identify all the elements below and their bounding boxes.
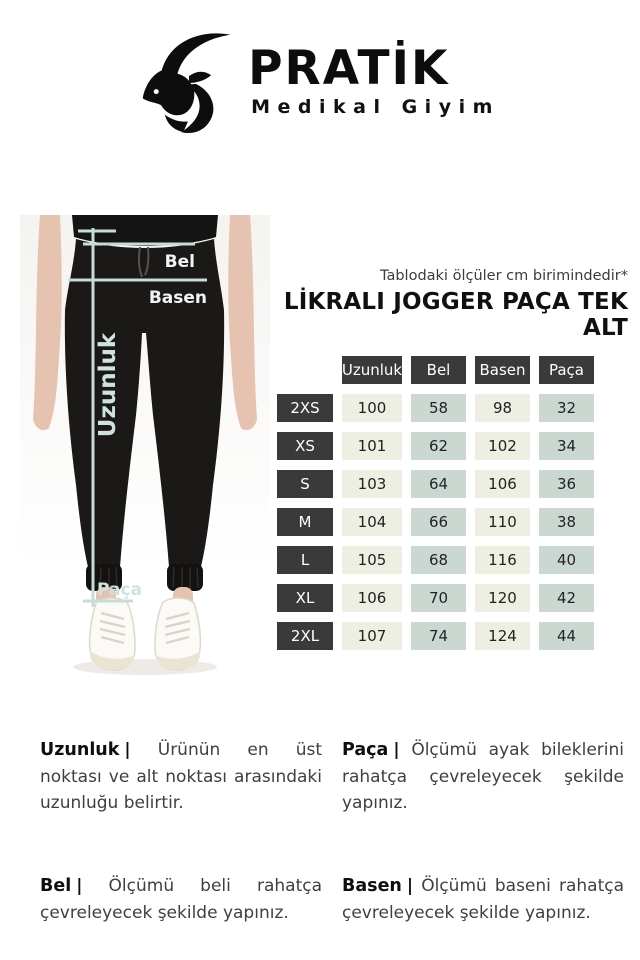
table-cell: 106 bbox=[475, 470, 530, 498]
table-cell: 74 bbox=[411, 622, 466, 650]
table-cell: 124 bbox=[475, 622, 530, 650]
table-cell: 42 bbox=[539, 584, 594, 612]
definition-text: Ölçümü baseni rahatça çevreleyecek şekilde yapınız. bbox=[342, 875, 625, 923]
definition-separator: | bbox=[76, 875, 83, 896]
definition-term: Bel bbox=[40, 875, 72, 896]
goat-icon bbox=[140, 28, 238, 134]
column-header-bel: Bel bbox=[411, 356, 466, 384]
left-sneaker bbox=[90, 598, 135, 670]
size-label-2xs: 2XS bbox=[277, 394, 333, 422]
definition-text: Ürünün en üst noktası ve alt noktası arasındaki uzunluğu belirtir. bbox=[40, 740, 323, 814]
definition-text: Ölçümü beli rahatça çevreleyecek şekilde yapınız. bbox=[40, 875, 322, 923]
definition-separator: | bbox=[124, 740, 131, 760]
table-cell: 34 bbox=[539, 432, 594, 460]
table-cell: 36 bbox=[539, 470, 594, 498]
table-cell: 103 bbox=[342, 470, 402, 498]
paca-label: Paça bbox=[97, 580, 143, 600]
size-label-m: M bbox=[277, 508, 333, 536]
definitions-section bbox=[40, 737, 626, 926]
product-title: LİKRALI JOGGER PAÇA TEK ALT bbox=[283, 289, 628, 341]
brand-subtitle: Medikal Giyim bbox=[251, 95, 500, 118]
table-cell: 98 bbox=[475, 394, 530, 422]
definition-paca bbox=[342, 737, 624, 817]
table-cell: 105 bbox=[342, 546, 402, 574]
column-header-uzunluk: Uzunluk bbox=[342, 356, 402, 384]
definition-term: Basen bbox=[342, 875, 402, 896]
size-label-xl: XL bbox=[277, 584, 333, 612]
definition-uzunluk bbox=[40, 737, 322, 817]
right-sneaker bbox=[155, 598, 200, 670]
brand-logo bbox=[0, 28, 640, 134]
definition-separator: | bbox=[406, 875, 414, 896]
table-corner bbox=[277, 356, 333, 384]
table-cell: 110 bbox=[475, 508, 530, 536]
definition-bel bbox=[40, 873, 322, 926]
table-cell: 102 bbox=[475, 432, 530, 460]
table-cell: 70 bbox=[411, 584, 466, 612]
table-cell: 58 bbox=[411, 394, 466, 422]
table-cell: 32 bbox=[539, 394, 594, 422]
basen-label: Basen bbox=[148, 288, 207, 308]
table-cell: 66 bbox=[411, 508, 466, 536]
table-cell: 40 bbox=[539, 546, 594, 574]
bel-label: Bel bbox=[164, 252, 195, 272]
definition-term: Uzunluk bbox=[40, 740, 120, 760]
table-cell: 68 bbox=[411, 546, 466, 574]
column-header-paca: Paça bbox=[539, 356, 594, 384]
definition-text: Ölçümü ayak bileklerini rahatça çevreleyecek şekilde yapınız. bbox=[342, 740, 624, 814]
table-cell: 101 bbox=[342, 432, 402, 460]
table-cell: 106 bbox=[342, 584, 402, 612]
table-cell: 120 bbox=[475, 584, 530, 612]
column-header-basen: Basen bbox=[475, 356, 530, 384]
size-label-xs: XS bbox=[277, 432, 333, 460]
brand-text bbox=[248, 41, 500, 118]
brand-name: PRATİK bbox=[248, 41, 450, 97]
size-table bbox=[277, 356, 628, 650]
table-cell: 44 bbox=[539, 622, 594, 650]
size-label-2xl: 2XL bbox=[277, 622, 333, 650]
uzunluk-label: Uzunluk bbox=[95, 332, 121, 438]
model-illustration bbox=[20, 215, 270, 685]
table-cell: 62 bbox=[411, 432, 466, 460]
unit-note: Tablodaki ölçüler cm birimindedir* bbox=[380, 268, 628, 284]
size-label-l: L bbox=[277, 546, 333, 574]
size-chart-section bbox=[277, 268, 628, 650]
table-cell: 104 bbox=[342, 508, 402, 536]
definition-term: Paça bbox=[342, 740, 389, 760]
table-cell: 38 bbox=[539, 508, 594, 536]
table-cell: 100 bbox=[342, 394, 402, 422]
size-label-s: S bbox=[277, 470, 333, 498]
definition-separator: | bbox=[393, 740, 400, 760]
table-cell: 107 bbox=[342, 622, 402, 650]
table-cell: 116 bbox=[475, 546, 530, 574]
table-cell: 64 bbox=[411, 470, 466, 498]
definition-basen bbox=[342, 873, 624, 926]
product-photo bbox=[20, 215, 270, 685]
